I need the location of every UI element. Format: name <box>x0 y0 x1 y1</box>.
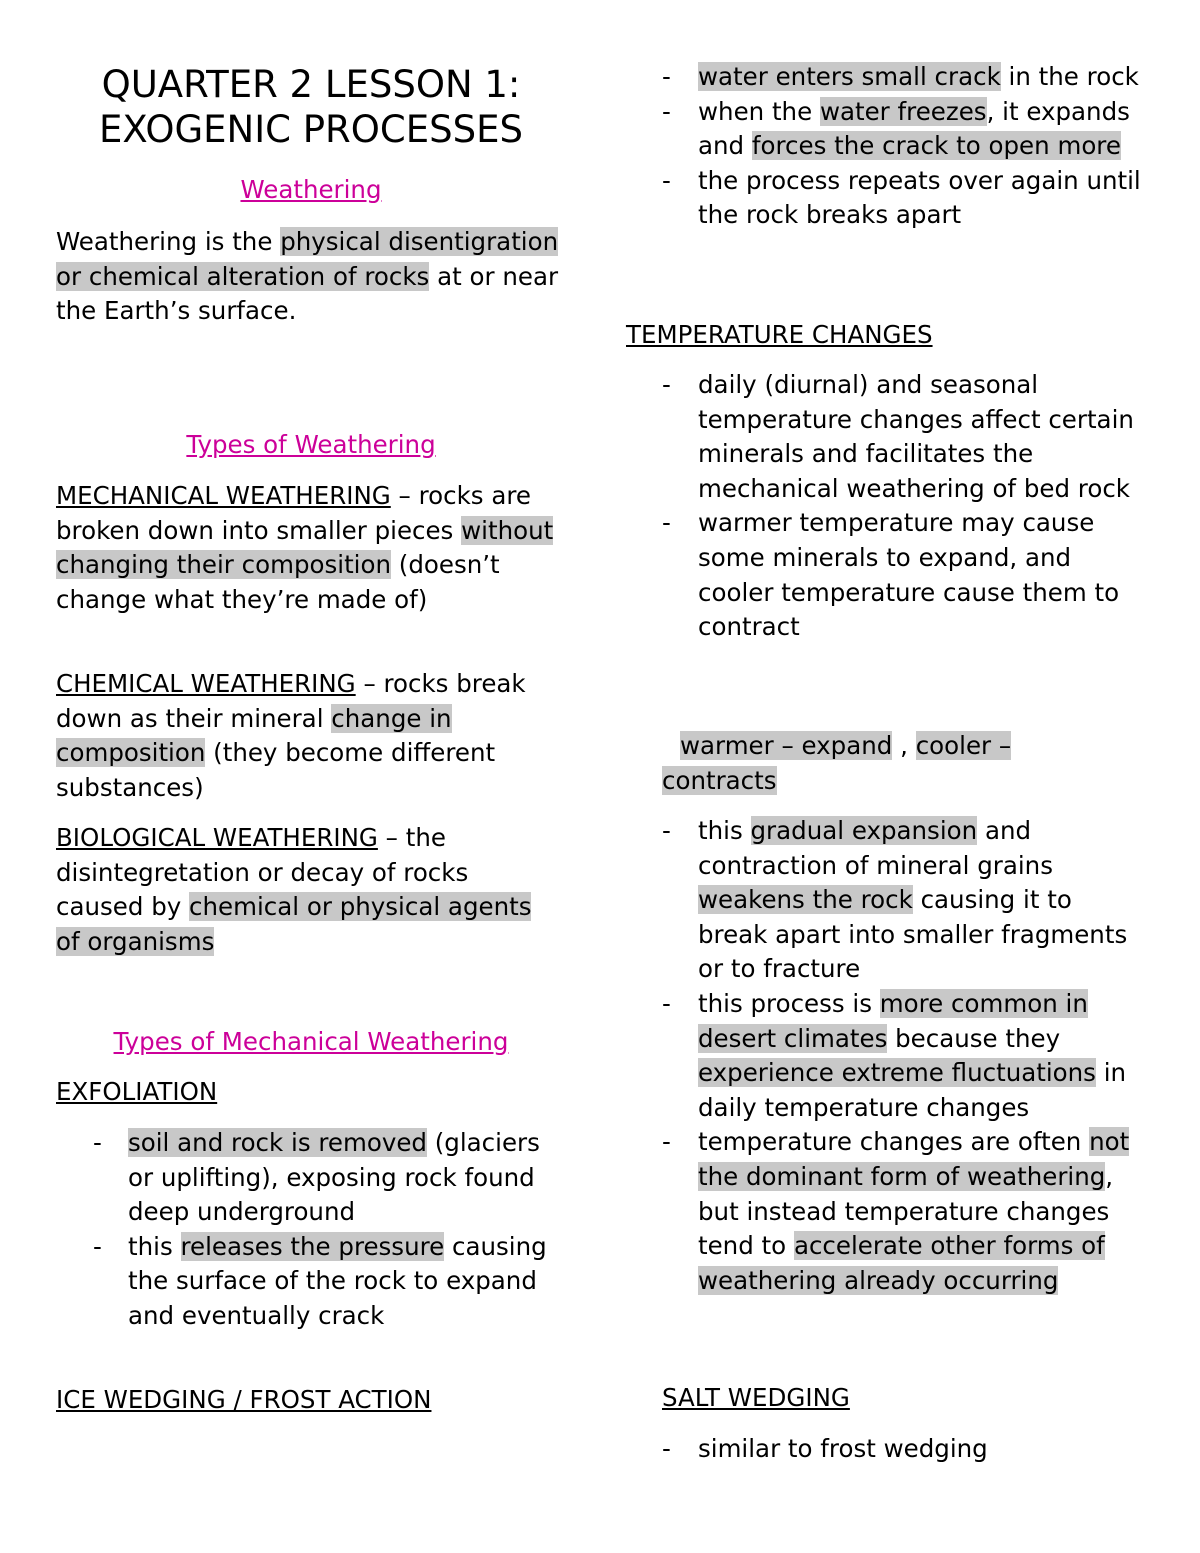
types-of-weathering-heading: Types of Weathering <box>186 430 436 459</box>
exfoliation-text-2b: causing the surface of the rock to expand and eventually crack <box>128 1231 547 1330</box>
list-item: - daily (diurnal) and seasonal temperature changes affect certain minerals and facilitates the mechanical weathering of bed rock <box>626 368 1146 506</box>
temp-text-4a: this process is <box>698 988 880 1018</box>
temp-highlight-3b: weakens the rock <box>698 885 913 915</box>
page-title <box>56 62 566 152</box>
biological-highlight: chemical or physical agents of organisms <box>56 892 532 956</box>
exfoliation-highlight-1: soil and rock is removed <box>128 1128 427 1157</box>
temp-highlight-5b: accelerate other forms of weathering already occurring <box>698 1231 1105 1295</box>
temp-text-5b: , but instead temperature changes tend to <box>698 1161 1114 1261</box>
biological-weathering-paragraph <box>56 821 546 959</box>
chemical-weathering-term: CHEMICAL WEATHERING <box>56 669 356 698</box>
temp-text-5a: temperature changes are often <box>698 1127 1090 1157</box>
ice-wedging-heading: ICE WEDGING / FROST ACTION <box>56 1385 432 1414</box>
temp-highlight-5a: not the dominant form of weathering <box>698 1127 1130 1191</box>
chemical-text-end: (they become different substances) <box>56 738 496 802</box>
definition-text: Weathering is the <box>56 227 281 256</box>
list-item <box>626 987 1131 1125</box>
mechanical-text-end: (doesn’t change what they’re made of) <box>56 550 500 614</box>
chemical-text: – rocks break down as their mineral <box>56 669 526 733</box>
mechanical-weathering-term: MECHANICAL WEATHERING <box>56 481 391 510</box>
list-item <box>626 95 1146 164</box>
biological-weathering-term: BIOLOGICAL WEATHERING <box>56 823 378 852</box>
temperature-list-1 <box>626 368 1146 645</box>
summary-highlight-warmer: warmer – expand <box>680 731 893 760</box>
temp-text-3b: and contraction of mineral grains <box>698 816 1053 880</box>
temp-text-3a: this <box>698 816 751 845</box>
salt-wedging-heading: SALT WEDGING <box>662 1383 850 1412</box>
summary-separator: , <box>892 731 916 760</box>
mechanical-text: – rocks are broken down into smaller pieces <box>56 481 531 545</box>
ice-text-1: in the rock <box>1000 62 1139 91</box>
exfoliation-text-2a: this <box>128 1231 181 1261</box>
definition-highlight: physical disentigration or chemical alteration of rocks <box>56 227 559 291</box>
salt-wedging-list <box>626 1432 1146 1467</box>
title-line-1: QUARTER 2 LESSON 1: <box>101 63 521 106</box>
exfoliation-heading: EXFOLIATION <box>56 1077 218 1106</box>
list-item <box>626 1125 1131 1298</box>
ice-text-2b: , it expands and <box>698 96 1130 161</box>
temperature-summary <box>662 729 1102 798</box>
ice-highlight-2a: water freezes <box>819 96 987 126</box>
definition-text-end: at or near the Earth’s surface. <box>56 261 559 326</box>
temp-highlight-3a: gradual expansion <box>750 816 978 845</box>
list-item: - similar to frost wedging <box>626 1432 1146 1467</box>
ice-wedging-list <box>626 60 1146 233</box>
exfoliation-text-1: (glaciers or uplifting), exposing rock found deep underground <box>128 1128 540 1227</box>
temp-text-4c: in daily temperature changes <box>698 1058 1127 1122</box>
temp-highlight-4b: experience extreme fluctuations <box>698 1058 1096 1088</box>
biological-text: – the disintegretation or decay of rocks caused by <box>56 823 469 922</box>
ice-highlight-1: water enters small crack <box>698 62 1001 91</box>
temperature-list-2 <box>626 814 1131 1298</box>
types-of-mechanical-weathering-heading: Types of Mechanical Weathering <box>113 1027 509 1056</box>
list-item <box>626 814 1131 987</box>
chemical-highlight: change in composition <box>56 703 452 768</box>
temp-highlight-4a: more common in desert climates <box>698 988 1088 1053</box>
mechanical-highlight: without changing their composition <box>56 515 554 580</box>
list-item <box>56 1126 561 1230</box>
ice-text-2a: when the <box>698 96 820 126</box>
summary-highlight-cooler: cooler – contracts <box>662 731 1012 795</box>
list-item: - warmer temperature may cause some minerals to expand, and cooler temperature cause them to contract <box>626 506 1146 644</box>
temp-text-4b: because they <box>887 1023 1061 1053</box>
list-item: - the process repeats over again until the rock breaks apart <box>626 164 1146 233</box>
ice-highlight-2b: forces the crack to open more <box>751 131 1121 161</box>
list-item <box>56 1230 561 1334</box>
exfoliation-list <box>56 1126 561 1334</box>
temperature-changes-heading: TEMPERATURE CHANGES <box>626 320 933 349</box>
chemical-weathering-paragraph <box>56 667 561 805</box>
temp-text-3c: causing it to break apart into smaller fragments or to fracture <box>698 885 1128 984</box>
weathering-heading: Weathering <box>240 175 382 204</box>
weathering-definition <box>56 225 561 329</box>
title-line-2: EXOGENIC PROCESSES <box>99 108 523 151</box>
exfoliation-highlight-2: releases the pressure <box>180 1231 445 1261</box>
mechanical-weathering-paragraph <box>56 479 561 617</box>
list-item <box>626 60 1146 95</box>
